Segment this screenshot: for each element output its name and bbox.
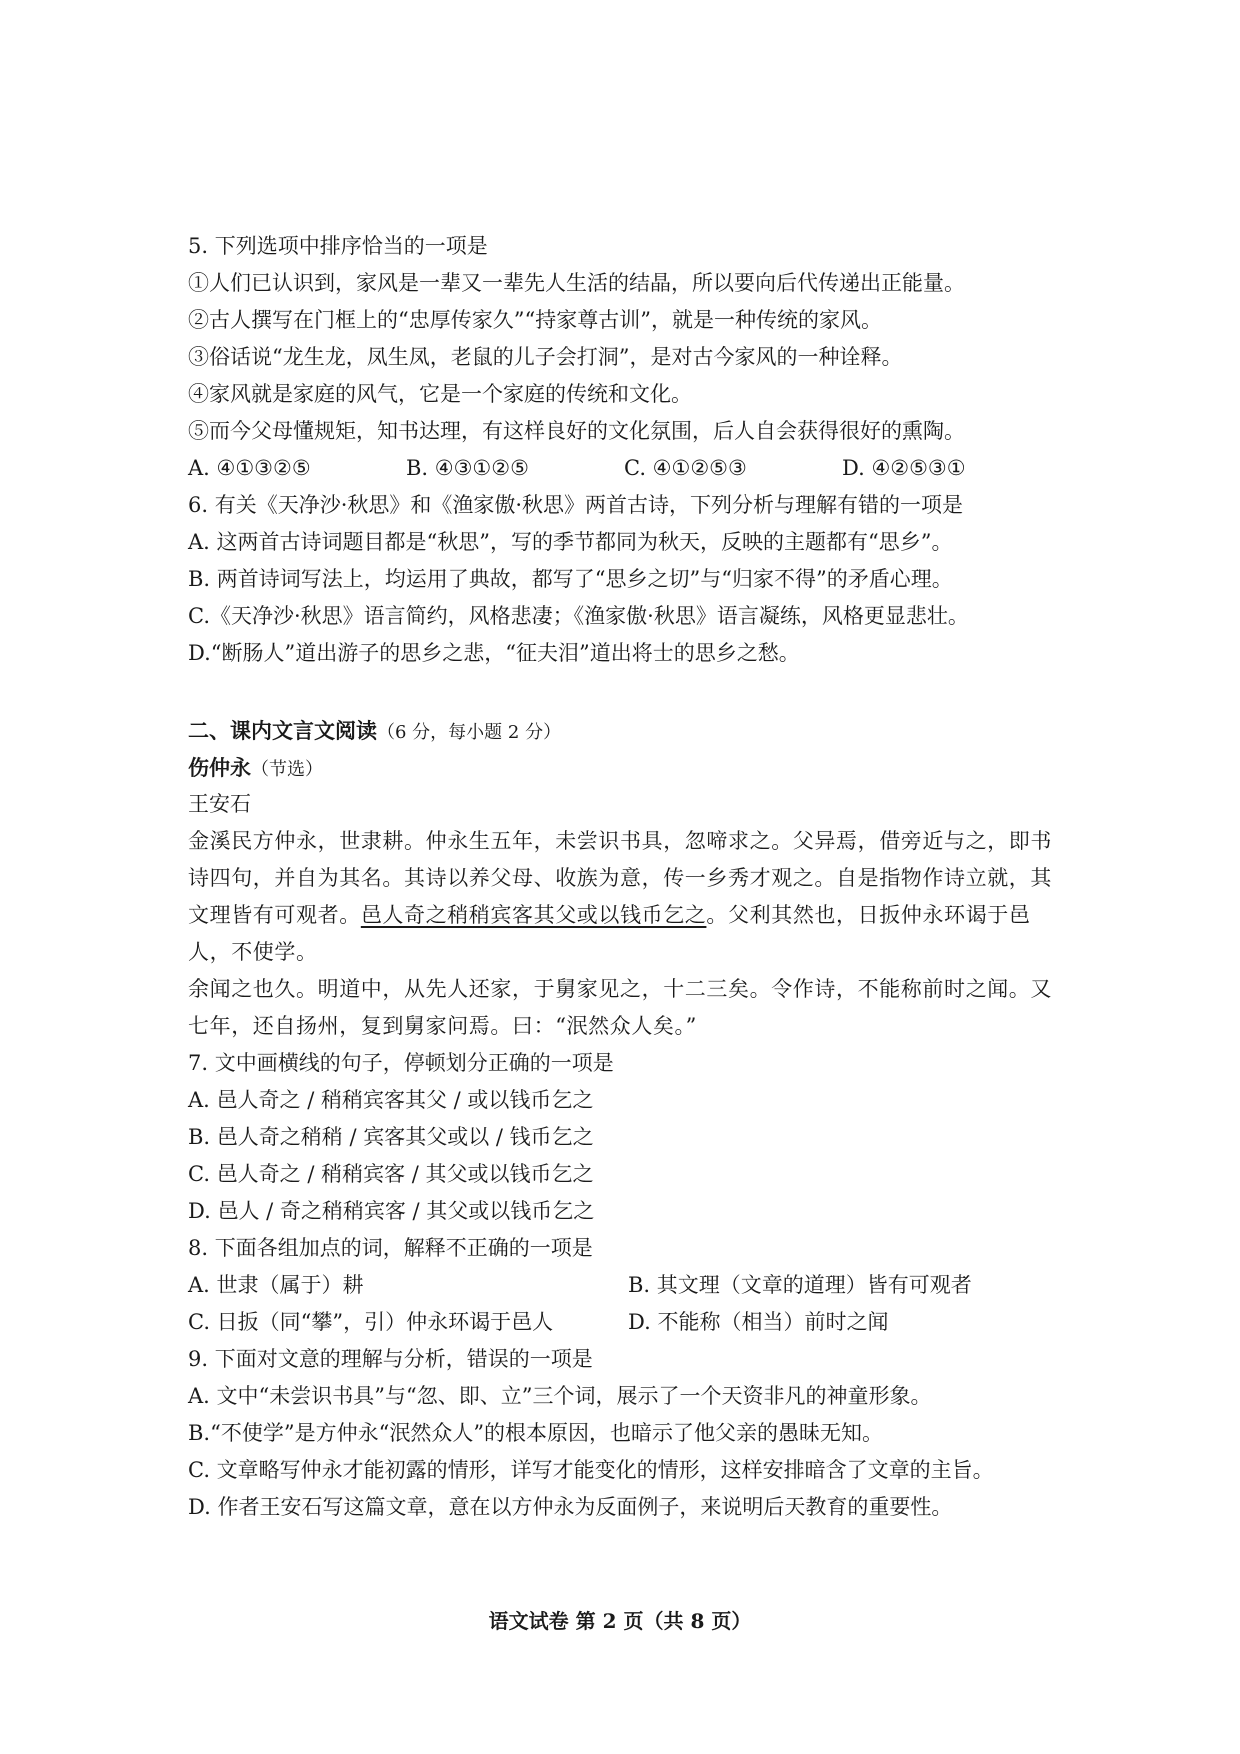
q7-stem: 7. 文中画横线的句子，停顿划分正确的一项是 — [188, 1051, 614, 1075]
q9-stem: 9. 下面对文意的理解与分析，错误的一项是 — [188, 1347, 593, 1371]
exam-page — [188, 228, 1068, 1526]
q8-options-row-2 — [188, 1304, 1068, 1341]
q5-option-a: A. ④①③②⑤ — [188, 456, 311, 480]
passage-title-line — [188, 749, 1068, 786]
q7-option-d: D. 邑人 / 奇之稍稍宾客 / 其父或以钱币乞之 — [188, 1199, 595, 1223]
q8-options-row-1 — [188, 1267, 1068, 1304]
q6-option-d: D.“断肠人”道出游子的思乡之悲，“征夫泪”道出将士的思乡之愁。 — [188, 641, 800, 665]
q8-option-b: B. 其文理（文章的道理）皆有可观者 — [628, 1273, 972, 1297]
q5-options — [188, 450, 1068, 487]
q5-option-c: C. ④①②⑤③ — [624, 456, 747, 480]
q5-item-4: ④家风就是家庭的风气，它是一个家庭的传统和文化。 — [188, 382, 692, 406]
section2-score: （6 分，每小题 2 分） — [377, 722, 562, 743]
q5-item-5: ⑤而今父母懂规矩，知书达理，有这样良好的文化氛围，后人自会获得很好的熏陶。 — [188, 419, 965, 443]
passage-paragraph-1 — [188, 823, 1068, 971]
passage-body — [188, 823, 1068, 1045]
q8-stem: 8. 下面各组加点的词，解释不正确的一项是 — [188, 1236, 593, 1260]
passage-title: 伤仲永 — [188, 755, 251, 780]
q9-option-b: B.“不使学”是方仲永“泯然众人”的根本原因，也暗示了他父亲的愚昧无知。 — [188, 1421, 884, 1445]
q5-option-b: B. ④③①②⑤ — [406, 456, 529, 480]
q6-stem: 6. 有关《天净沙·秋思》和《渔家傲·秋思》两首古诗，下列分析与理解有错的一项是 — [188, 493, 964, 517]
q8-option-d: D. 不能称（相当）前时之闻 — [628, 1310, 889, 1334]
q5-item-3: ③俗话说“龙生龙，凤生凤，老鼠的儿子会打洞”，是对古今家风的一种诠释。 — [188, 345, 903, 369]
q8-option-c: C. 日扳（同“攀”，引）仲永环谒于邑人 — [188, 1310, 554, 1334]
underlined-sentence: 邑人奇之稍稍宾客其父或以钱币乞之 — [360, 903, 707, 927]
passage-text-before: 金溪民方仲永，世隶耕。仲永生五年，未尝识书具，忽啼求之。父异焉，借旁近与之，即书诗四句，并自为其名。其诗以养父母、收族为意，传一乡秀才观之。自是指物作诗立就，其文理皆有可观者。 — [188, 829, 1052, 927]
section2-title: 二、课内文言文阅读 — [188, 718, 377, 743]
q9-option-a: A. 文中“未尝识书具”与“忽、即、立”三个词，展示了一个天资非凡的神童形象。 — [188, 1384, 932, 1408]
q6-option-a: A. 这两首古诗词题目都是“秋思”，写的季节都同为秋天，反映的主题都有“思乡”。 — [188, 530, 953, 554]
q5-stem: 5. 下列选项中排序恰当的一项是 — [188, 234, 488, 258]
q9-option-d: D. 作者王安石写这篇文章，意在以方仲永为反面例子，来说明后天教育的重要性。 — [188, 1495, 953, 1519]
q6-option-c: C.《天净沙·秋思》语言简约，风格悲凄；《渔家傲·秋思》语言凝练，风格更显悲壮。 — [188, 604, 969, 628]
passage-title-note: （节选） — [251, 759, 323, 780]
q8-option-a: A. 世隶（属于）耕 — [188, 1273, 364, 1297]
q9-option-c: C. 文章略写仲永才能初露的情形，详写才能变化的情形，这样安排暗含了文章的主旨。 — [188, 1458, 994, 1482]
passage-text-after: 。父利其然也，日扳仲永环谒于邑人，不使学。 — [188, 903, 1031, 964]
section2-heading — [188, 712, 1068, 749]
passage-paragraph-2: 余闻之也久。明道中，从先人还家，于舅家见之，十二三矣。令作诗，不能称前时之闻。又七年，还自扬州，复到舅家问焉。曰：“泯然众人矣。” — [188, 977, 1052, 1038]
page-footer: 语文试卷 第 2 页（共 8 页） — [488, 1609, 752, 1633]
q5-item-2: ②古人撰写在门框上的“忠厚传家久”“持家尊古训”，就是一种传统的家风。 — [188, 308, 882, 332]
q7-option-c: C. 邑人奇之 / 稍稍宾客 / 其父或以钱币乞之 — [188, 1162, 594, 1186]
passage-author: 王安石 — [188, 792, 251, 816]
q7-option-a: A. 邑人奇之 / 稍稍宾客其父 / 或以钱币乞之 — [188, 1088, 594, 1112]
q5-item-1: ①人们已认识到，家风是一辈又一辈先人生活的结晶，所以要向后代传递出正能量。 — [188, 271, 965, 295]
q6-option-b: B. 两首诗词写法上，均运用了典故，都写了“思乡之切”与“归家不得”的矛盾心理。 — [188, 567, 953, 591]
q7-option-b: B. 邑人奇之稍稍 / 宾客其父或以 / 钱币乞之 — [188, 1125, 594, 1149]
q5-option-d: D. ④②⑤③① — [842, 456, 966, 480]
